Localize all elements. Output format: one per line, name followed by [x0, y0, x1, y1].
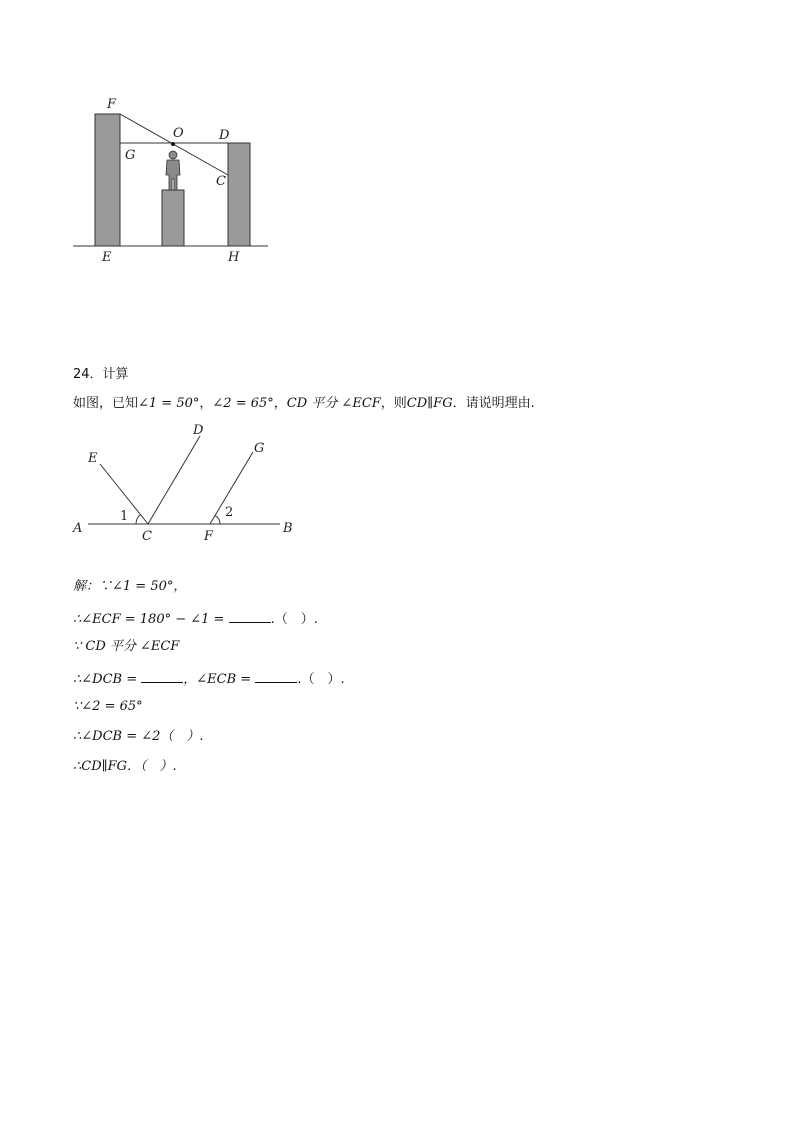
line4-reason: .（ ）. — [297, 672, 345, 687]
label-G2: G — [254, 441, 265, 456]
stem-sep2: ， — [273, 396, 287, 411]
line2-expression: ∴∠ECF = 180° − ∠1 = — [73, 612, 225, 627]
stem-prefix: 如图，已知 — [73, 396, 139, 411]
label-O: O — [173, 126, 184, 141]
label-H: H — [228, 250, 240, 265]
ray-CD — [148, 436, 200, 524]
arc-angle2 — [215, 515, 220, 524]
label-A: A — [73, 521, 83, 536]
label-C2: C — [142, 529, 152, 544]
solution-line-7: ∴CD∥FG．（ ）. — [73, 759, 177, 774]
label-B: B — [283, 521, 293, 536]
solution-line-3: ∵ CD 平分 ∠ECF — [73, 639, 180, 654]
label-F: F — [107, 97, 117, 112]
question-stem — [73, 395, 535, 413]
stem-sep1: ， — [199, 396, 213, 411]
given-bisector: CD 平分 ∠ECF — [286, 396, 381, 411]
solution-line-1: 解：∵∠1 = 50°， — [73, 579, 187, 594]
answer-blank-ECF[interactable] — [229, 608, 271, 623]
pillar-middle — [162, 190, 184, 246]
answer-blank-DCB[interactable] — [141, 668, 183, 683]
point-O — [171, 142, 175, 146]
label-angle2: 2 — [225, 505, 234, 520]
figure-pillars — [70, 95, 270, 265]
given-angle2: ∠2 = 65° — [212, 396, 274, 411]
stem-sep3: ，则 — [380, 396, 407, 411]
label-D2: D — [193, 423, 204, 438]
pillar-left — [95, 114, 120, 246]
line4-DCB: ∴∠DCB = — [73, 672, 138, 687]
person-icon — [166, 151, 180, 190]
given-angle1: ∠1 = 50° — [138, 396, 200, 411]
line4-ECB: ，∠ECB = — [183, 672, 252, 687]
solution-line-5: ∵∠2 = 65° — [73, 699, 143, 714]
solution-line-4 — [73, 668, 345, 689]
label-D: D — [219, 128, 230, 143]
question-number: 24．计算 — [73, 367, 129, 382]
stem-suffix: ．请说明理由. — [452, 396, 535, 411]
to-prove-parallel: CD∥FG — [406, 396, 453, 411]
label-C: C — [216, 174, 226, 189]
label-E2: E — [88, 451, 98, 466]
label-G: G — [125, 148, 136, 163]
arc-angle1 — [136, 515, 141, 524]
solution-line-6: ∴∠DCB = ∠2（ ）. — [73, 729, 204, 744]
solution-line-2 — [73, 608, 318, 629]
line2-reason: .（ ）. — [270, 612, 318, 627]
pillar-right — [228, 143, 250, 246]
label-angle1: 1 — [120, 509, 129, 524]
figure-angles — [70, 420, 300, 545]
label-F2: F — [204, 529, 214, 544]
answer-blank-ECB[interactable] — [255, 668, 297, 683]
label-E: E — [102, 250, 112, 265]
